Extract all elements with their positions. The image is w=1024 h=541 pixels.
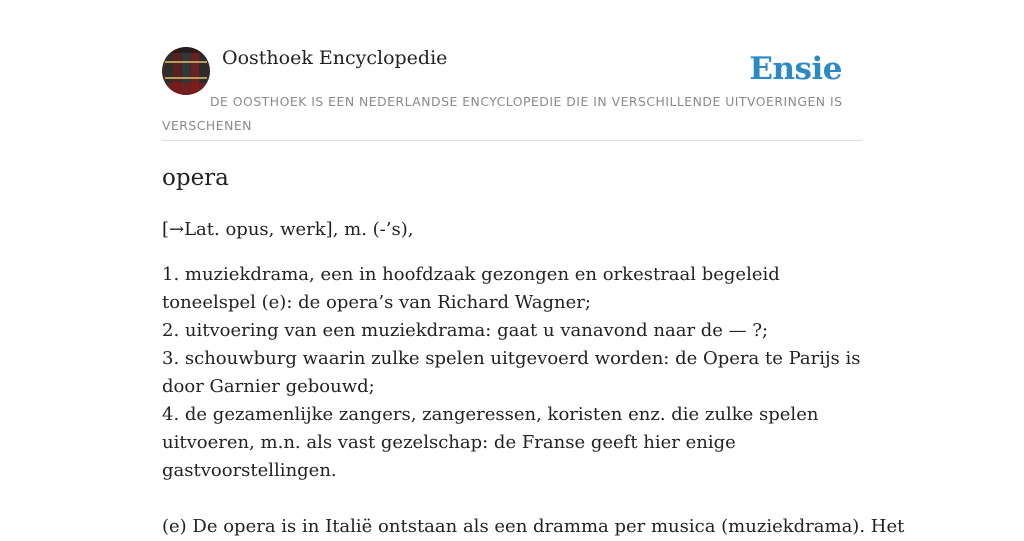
definition-item: 3. schouwburg waarin zulke spelen uitgevoerd worden: de Opera te Parijs is door Garnier gebouwd; xyxy=(162,348,861,397)
entry-content xyxy=(162,160,905,541)
book-spines-icon xyxy=(162,47,210,95)
site-title-link[interactable]: Oosthoek Encyclopedie xyxy=(222,47,448,69)
entry-definitions xyxy=(162,261,862,485)
avatar[interactable] xyxy=(162,47,210,95)
entry-note: (e) De opera is in Italië ontstaan als een dramma per musica (muziekdrama). Het xyxy=(162,516,905,537)
site-tagline: DE OOSTHOEK IS EEN NEDERLANDSE ENCYCLOPEDIE DIE IN VERSCHILLENDE UITVOERINGEN IS VERSCHENEN xyxy=(162,94,843,133)
site-header xyxy=(162,46,862,141)
definition-item: 1. muziekdrama, een in hoofdzaak gezongen en orkestraal begeleid toneelspel (e): de opera’s van Richard Wagner; xyxy=(162,264,780,313)
entry-etymology: [→Lat. opus, werk], m. (-’s), xyxy=(162,219,414,240)
entry-title: opera xyxy=(162,165,229,191)
definition-item: 2. uitvoering van een muziekdrama: gaat u vanavond naar de — ?; xyxy=(162,320,769,341)
definition-item: 4. de gezamenlijke zangers, zangeressen, koristen enz. die zulke spelen uitvoeren, m.n. als vast gezelschap: de Franse geeft hier enige gastvoorstellingen. xyxy=(162,404,819,481)
brand-logo-link[interactable]: Ensie xyxy=(749,51,842,87)
